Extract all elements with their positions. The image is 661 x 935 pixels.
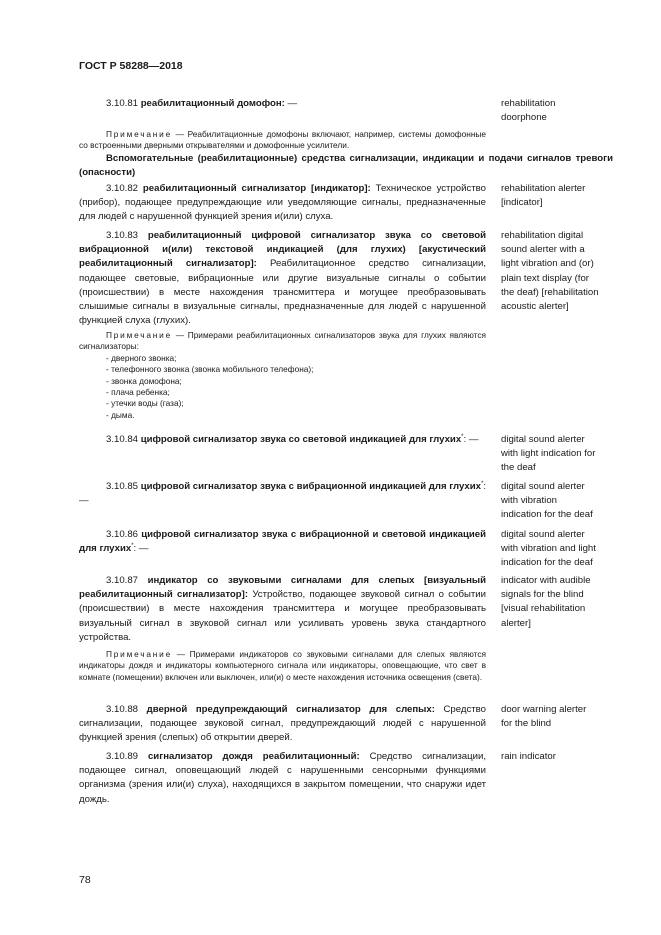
term-entry-3-10-82 [79,182,613,225]
list-item: - плача ребенка; [79,387,486,398]
term-name: индикатор со звуковыми сигналами для слепых [визуальный реабилитационный сигнализатор]: [79,575,486,601]
term-number: 3.10.81 [106,98,139,109]
term-number: 3.10.87 [106,575,139,586]
english-equivalent: digital sound alerter with vibration and light indication for the deaf [501,529,596,569]
term-name: сигнализатор дождя реабилитационный: [147,751,360,762]
note-text: — Реабилитационные домофоны включают, например, системы домофонные со встроенными дверными открывателями и домофонные усилители. [79,129,486,151]
example-list [79,353,486,421]
term-entry-3-10-83 [79,229,613,328]
term-definition: Устройство, подающее звуковой сигнал о событии (происшествии) в месте нахождения трансмиттера и могущее преобразовывать визуальный сигнал в звуковой сигнал или усиливать уровень звука стандартного устройства. [79,589,486,643]
list-item: - звонка домофона; [79,376,486,387]
note-label: Примечание [106,330,173,340]
english-equivalent: indicator with audible signals for the blind [visual rehabilitation alerter] [501,575,591,629]
english-equivalent: rain indicator [501,751,556,762]
note-3-10-87 [79,649,486,683]
english-equivalent: rehabilitation doorphone [501,98,556,124]
page-number: 78 [79,874,91,886]
term-name: цифровой сигнализатор звука с вибрационной и световой индикацией для глухих [79,529,486,555]
footnote-mark: * [461,433,464,440]
term-entry-3-10-84 [79,433,613,474]
term-number: 3.10.85 [106,481,139,492]
term-entry-3-10-81 [79,97,613,124]
footnote-mark: * [131,543,134,550]
term-definition: Средство сигнализации, подающее звуковой сигнал, предупреждающий людей с нарушенной функцией зрения (слепых) об открытии дверей. [79,704,487,744]
english-equivalent: door warning alerter for the blind [501,704,587,730]
term-definition: : — [133,543,149,555]
note-text: — Примерами индикаторов со звуковыми сигналами для слепых являются индикаторы дождя и индикаторы компьютерного сигнала или индикаторы, оповещающие, что свет в комнате (помещении) включен или выключен, или(и) о месте нахождения источника освещения (света). [79,649,486,682]
term-name: цифровой сигнализатор звука со световой индикацией для глухих [140,434,462,445]
english-equivalent: digital sound alerter with light indication for the deaf [501,434,596,474]
term-name: цифровой сигнализатор звука с вибрационной индикацией для глухих [140,481,481,492]
term-number: 3.10.82 [106,183,139,194]
term-entry-3-10-87 [79,574,613,645]
note-text: — Примерами реабилитационных сигнализаторов звука для глухих являются сигнализаторы: [79,330,486,352]
list-item: - телефонного звонка (звонка мобильного телефона); [79,364,486,375]
term-definition: — [284,98,298,109]
term-definition: : — [79,481,486,507]
term-definition: Реабилитационное средство сигнализации, подающее световые, вибрационные или другие визуальные сигналы о событии (происшествии) в месте нахождения трансмиттера и могущее преобразовывать слышимые сигналы в визуальные сигналы, предназначенные для людей с нарушенной функцией слуха (глухих). [79,258,486,327]
term-entry-3-10-85 [79,480,613,521]
note-3-10-83 [79,330,486,421]
document-header: ГОСТ Р 58288—2018 [79,60,183,72]
term-number: 3.10.86 [106,529,139,540]
term-name: реабилитационный домофон: [140,98,285,109]
english-equivalent: rehabilitation digital sound alerter with a light vibration and (or) plain text display (for the deaf) [rehabilitation acoustic alerter] [501,230,599,313]
list-item: - утечки воды (газа); [79,398,486,409]
term-number: 3.10.89 [106,751,139,762]
note-label: Примечание [106,129,173,139]
term-number: 3.10.84 [106,434,139,445]
note-3-10-81 [79,129,486,152]
footnote-mark: * [480,480,484,487]
section-heading: Вспомогательные (реабилитационные) средства сигнализации, индикации и подачи сигналов тревоги (опасности) [79,153,613,179]
term-entry-3-10-86 [79,528,613,569]
term-number: 3.10.83 [106,230,139,241]
term-definition: Средство сигнализации, подающее сигнал, оповещающий людей с нарушенными сенсорными функциями организма (зрения или(и) слуха), находящихся в закрытом помещении, что снаружи идет дождь. [79,751,486,805]
english-equivalent: digital sound alerter with vibration indication for the deaf [501,481,593,521]
list-item: - дыма. [79,410,486,421]
term-definition: Техническое устройство (прибор), подающее предупреждающие или уведомляющие сигналы, предназначенные для людей с нарушенной функцией зрения и(или) слуха. [79,183,486,223]
list-item: - дверного звонка; [79,353,486,364]
term-definition: : — [463,434,479,445]
term-name: реабилитационный сигнализатор [индикатор]: [142,183,371,194]
term-name: дверной предупреждающий сигнализатор для слепых: [146,704,435,715]
term-entry-3-10-89 [79,750,613,807]
term-name: реабилитационный цифровой сигнализатор звука со световой вибрационной и(или) текстовой индикацией (для глухих) [акустический реабилитационный сигнализатор]: [79,230,486,270]
english-equivalent: rehabilitation alerter [indicator] [501,183,586,209]
term-entry-3-10-88 [79,703,613,746]
term-number: 3.10.88 [106,704,139,715]
note-label: Примечание [106,649,173,659]
